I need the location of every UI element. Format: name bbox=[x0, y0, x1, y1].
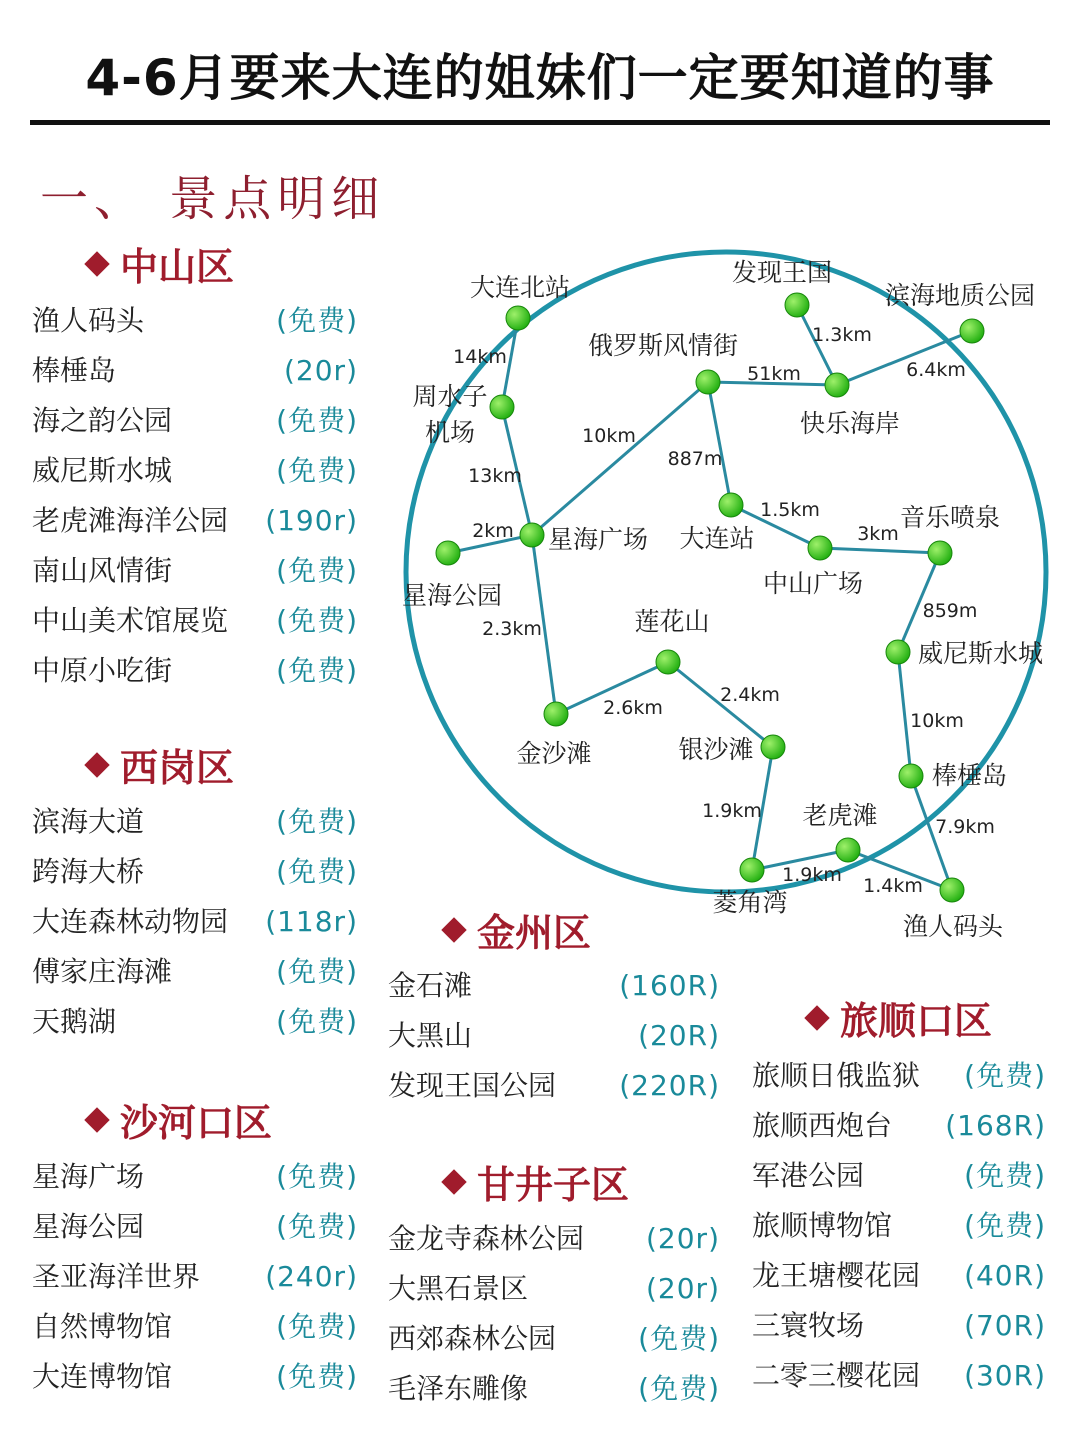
distance-label: 2.3km bbox=[482, 618, 542, 640]
attraction-name: 大黑山 bbox=[388, 1019, 473, 1052]
attraction-price: (118r) bbox=[265, 905, 358, 938]
attraction-price: (160R) bbox=[619, 969, 720, 1002]
attraction-price: (220R) bbox=[619, 1069, 720, 1102]
attraction-name: 星海公园 bbox=[32, 1210, 145, 1243]
district-name: 甘井子区 bbox=[477, 1163, 630, 1207]
place-label-bangchui: 棒棰岛 bbox=[932, 761, 1008, 790]
route-zhongshan-fountain bbox=[820, 548, 940, 553]
attraction-price: (免费) bbox=[276, 654, 358, 687]
map-node-zhongshan-square bbox=[808, 536, 832, 560]
attraction-price: (免费) bbox=[276, 454, 358, 487]
map-node-laohutan bbox=[836, 838, 860, 862]
place-label-xinghai-park: 星海公园 bbox=[401, 581, 503, 610]
attraction-price: (240r) bbox=[265, 1260, 358, 1293]
map-node-yinsha bbox=[761, 735, 785, 759]
distance-label: 6.4km bbox=[906, 359, 966, 381]
map-node-russian-street bbox=[696, 370, 720, 394]
distance-label: 859m bbox=[922, 600, 978, 622]
attraction-price: (免费) bbox=[276, 1210, 358, 1243]
district-name: 中山区 bbox=[120, 245, 235, 289]
attraction-name: 毛泽东雕像 bbox=[388, 1372, 529, 1405]
place-label-laohutan: 老虎滩 bbox=[802, 801, 878, 830]
distance-label: 1.5km bbox=[760, 499, 820, 521]
attraction-price: (免费) bbox=[964, 1159, 1046, 1192]
attraction-name: 老虎滩海洋公园 bbox=[32, 504, 229, 537]
distance-label: 2km bbox=[472, 520, 514, 542]
place-label-xinghai-square: 星海广场 bbox=[548, 525, 649, 554]
district-name: 金州区 bbox=[477, 911, 592, 955]
attraction-name: 天鹅湖 bbox=[32, 1005, 117, 1038]
attraction-price: (免费) bbox=[638, 1322, 720, 1355]
place-label-fisherman: 渔人码头 bbox=[902, 912, 1004, 941]
attraction-price: (免费) bbox=[276, 404, 358, 437]
place-label-discovery: 发现王国 bbox=[731, 258, 833, 287]
place-label-music-fountain: 音乐喷泉 bbox=[899, 503, 1001, 532]
attraction-name: 威尼斯水城 bbox=[32, 454, 173, 487]
place-label-jinsha: 金沙滩 bbox=[516, 739, 592, 768]
place-label-lingjiao: 菱角湾 bbox=[712, 888, 788, 917]
place-label-binhai-geo: 滨海地质公园 bbox=[884, 281, 1036, 310]
attraction-name: 渔人码头 bbox=[32, 304, 145, 337]
distance-label: 10km bbox=[582, 425, 636, 447]
distance-label: 13km bbox=[468, 465, 522, 487]
attraction-name: 南山风情街 bbox=[32, 554, 173, 587]
distance-label: 2.4km bbox=[720, 684, 780, 706]
attraction-price: (免费) bbox=[276, 1005, 358, 1038]
place-label-airport-line2: 机场 bbox=[424, 418, 476, 447]
attraction-name: 发现王国公园 bbox=[388, 1069, 557, 1102]
attraction-price: (168R) bbox=[945, 1109, 1046, 1142]
attraction-name: 二零三樱花园 bbox=[752, 1359, 921, 1392]
route-venice-bangchui bbox=[898, 652, 911, 776]
attraction-price: (免费) bbox=[276, 304, 358, 337]
place-label-venice: 威尼斯水城 bbox=[918, 639, 1044, 668]
attraction-name: 滨海大道 bbox=[32, 805, 145, 838]
distance-label: 887m bbox=[667, 448, 723, 470]
attraction-name: 星海广场 bbox=[32, 1160, 145, 1193]
place-label-happy-coast: 快乐海岸 bbox=[799, 409, 901, 438]
distance-label: 10km bbox=[910, 710, 964, 732]
district-name: 旅顺口区 bbox=[840, 999, 993, 1043]
attraction-price: (免费) bbox=[276, 955, 358, 988]
attraction-name: 海之韵公园 bbox=[32, 404, 173, 437]
attraction-name: 旅顺博物馆 bbox=[752, 1209, 893, 1242]
attraction-name: 西郊森林公园 bbox=[388, 1322, 557, 1355]
place-label-yinsha: 银沙滩 bbox=[678, 735, 754, 764]
attraction-name: 旅顺日俄监狱 bbox=[752, 1059, 921, 1092]
attraction-price: (70R) bbox=[964, 1309, 1046, 1342]
distance-label: 1.9km bbox=[782, 864, 842, 886]
attraction-price: (20r) bbox=[646, 1272, 720, 1305]
map-node-xinghai-square bbox=[520, 523, 544, 547]
attraction-name: 中原小吃街 bbox=[32, 654, 173, 687]
distance-label: 3km bbox=[857, 523, 899, 545]
section-title: 一、 景点明细 bbox=[40, 171, 386, 227]
district-name: 沙河口区 bbox=[120, 1101, 273, 1145]
district-name: 西岗区 bbox=[120, 746, 235, 790]
attraction-price: (20r) bbox=[646, 1222, 720, 1255]
map-node-fisherman bbox=[940, 878, 964, 902]
attraction-name: 大黑石景区 bbox=[388, 1272, 529, 1305]
map-node-happy-coast bbox=[825, 373, 849, 397]
attraction-name: 金石滩 bbox=[388, 969, 473, 1002]
map-node-airport bbox=[490, 395, 514, 419]
map-node-dalian-station bbox=[719, 493, 743, 517]
distance-label: 1.3km bbox=[812, 324, 872, 346]
page-title: 4-6月要来大连的姐妹们一定要知道的事 bbox=[85, 49, 995, 107]
map-node-lianhua bbox=[656, 650, 680, 674]
distance-label: 7.9km bbox=[935, 816, 995, 838]
attraction-name: 傅家庄海滩 bbox=[32, 955, 173, 988]
map-node-music-fountain bbox=[928, 541, 952, 565]
attraction-price: (20r) bbox=[284, 354, 358, 387]
attraction-name: 跨海大桥 bbox=[32, 855, 145, 888]
attraction-price: (免费) bbox=[276, 1160, 358, 1193]
map-node-jinsha bbox=[544, 702, 568, 726]
attraction-price: (免费) bbox=[276, 1360, 358, 1393]
attraction-price: (免费) bbox=[638, 1372, 720, 1405]
map-node-xinghai-park bbox=[436, 541, 460, 565]
attraction-price: (20R) bbox=[638, 1019, 720, 1052]
attraction-name: 金龙寺森林公园 bbox=[388, 1222, 585, 1255]
attraction-price: (40R) bbox=[964, 1259, 1046, 1292]
place-label-dalian-station: 大连站 bbox=[679, 524, 755, 553]
attraction-name: 旅顺西炮台 bbox=[752, 1109, 893, 1142]
attraction-price: (免费) bbox=[276, 1310, 358, 1343]
attraction-price: (免费) bbox=[276, 855, 358, 888]
map-node-discovery bbox=[785, 293, 809, 317]
distance-label: 1.9km bbox=[702, 800, 762, 822]
map-node-binhai-geo bbox=[960, 319, 984, 343]
place-label-airport-line1: 周水子 bbox=[412, 382, 488, 411]
map-node-dalian-north bbox=[506, 306, 530, 330]
place-label-lianhua: 莲花山 bbox=[634, 607, 710, 636]
attraction-name: 圣亚海洋世界 bbox=[32, 1260, 201, 1293]
attraction-price: (免费) bbox=[276, 604, 358, 637]
attraction-name: 大连博物馆 bbox=[32, 1360, 173, 1393]
place-label-dalian-north: 大连北站 bbox=[469, 273, 571, 302]
map-node-lingjiao bbox=[740, 858, 764, 882]
attraction-price: (免费) bbox=[964, 1059, 1046, 1092]
place-label-zhongshan-square: 中山广场 bbox=[762, 569, 864, 598]
map-node-venice bbox=[886, 640, 910, 664]
place-label-russian-street: 俄罗斯风情街 bbox=[587, 331, 739, 360]
attraction-name: 自然博物馆 bbox=[32, 1310, 173, 1343]
attraction-price: (免费) bbox=[276, 805, 358, 838]
attraction-name: 大连森林动物园 bbox=[32, 905, 229, 938]
distance-label: 1.4km bbox=[863, 875, 923, 897]
attraction-name: 龙王塘樱花园 bbox=[752, 1259, 921, 1292]
attraction-name: 军港公园 bbox=[752, 1159, 865, 1192]
distance-label: 51km bbox=[747, 363, 801, 385]
attraction-price: (190r) bbox=[265, 504, 358, 537]
attraction-name: 棒棰岛 bbox=[32, 354, 117, 387]
map-node-bangchui bbox=[899, 764, 923, 788]
distance-label: 14km bbox=[453, 346, 507, 368]
attraction-name: 三寰牧场 bbox=[752, 1309, 865, 1342]
attraction-price: (30R) bbox=[964, 1359, 1046, 1392]
route-russian-station bbox=[708, 382, 731, 505]
attraction-price: (免费) bbox=[276, 554, 358, 587]
attraction-price: (免费) bbox=[964, 1209, 1046, 1242]
distance-label: 2.6km bbox=[603, 697, 663, 719]
attraction-name: 中山美术馆展览 bbox=[32, 604, 229, 637]
